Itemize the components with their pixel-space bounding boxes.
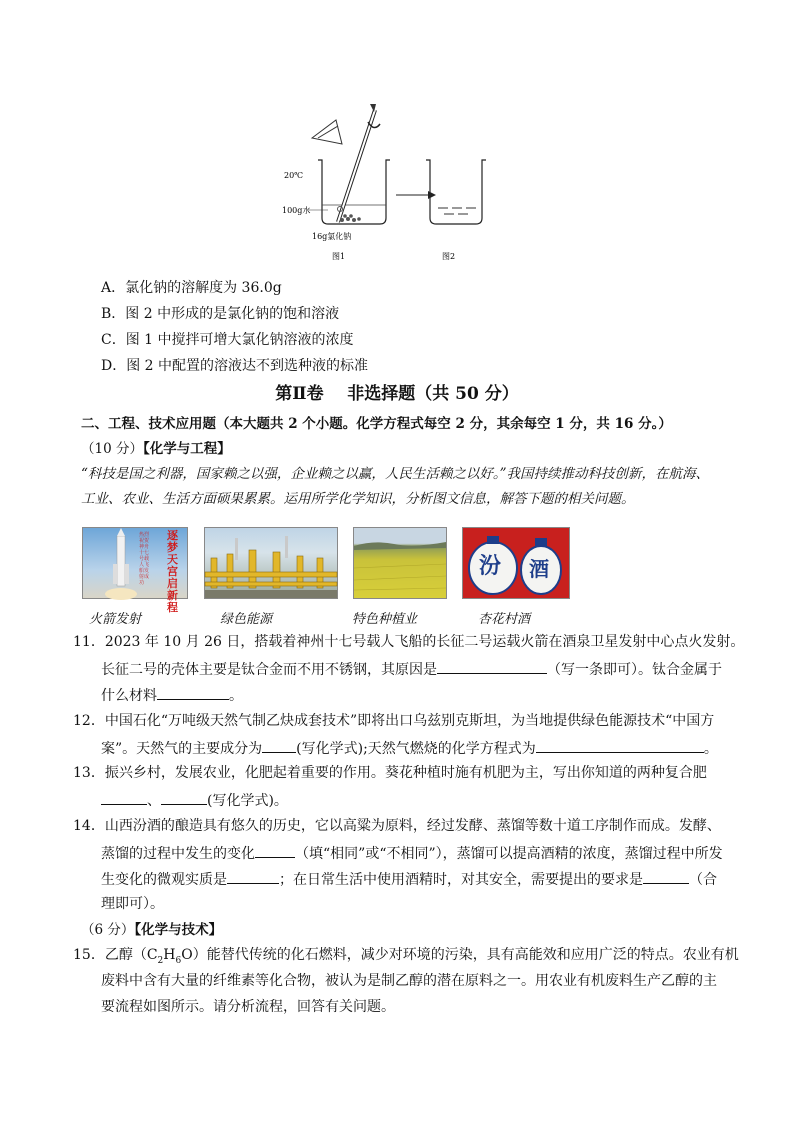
q13-blank-2[interactable] — [161, 789, 207, 805]
part2-heading: 二、工程、技术应用题（本大题共 2 个小题。化学方程式每空 2 分，其余每空 1 分，共 16 分。） — [81, 416, 672, 432]
beaker-2 — [426, 160, 486, 224]
section-title: 第Ⅱ卷 非选择题（共 50 分） — [275, 384, 519, 404]
q14-blank-3[interactable] — [643, 868, 689, 884]
q12-line-1: 12．中国石化“万吨级天然气制乙炔成套技术”即将出口乌兹别克斯坦，为当地提供绿色能源技术“中国方 — [73, 713, 715, 729]
salt-label: 16g氯化钠 — [312, 232, 352, 241]
q11-blank-2[interactable] — [157, 684, 229, 700]
sub2-tag: 【化学与技术】 — [134, 922, 223, 938]
caption-energy: 绿色能源 — [220, 612, 273, 627]
caption-wine: 杏花村酒 — [478, 612, 531, 627]
q11-blank-1[interactable] — [437, 658, 547, 674]
q15-line-3: 要流程如图所示。请分析流程，回答有关问题。 — [101, 999, 395, 1015]
jar-char-2: 酒 — [529, 557, 549, 581]
q14-line-3: 生变化的微观实质是 ；在日常生活中使用酒精时，对其安全，需要提出的要求是 （合 — [101, 868, 717, 890]
q14-blank-1[interactable] — [255, 842, 295, 858]
jar-char-1: 汾 — [479, 554, 502, 579]
q12-blank-2[interactable] — [536, 737, 704, 753]
q14-blank-2[interactable] — [227, 868, 279, 884]
option-a: A．氯化钠的溶解度为 36.0g — [101, 280, 282, 296]
rocket-banner-text: 逐梦天宫启新程 — [167, 529, 178, 614]
water-label: 100g水 — [282, 206, 311, 215]
option-c: C．图 1 中搅拌可增大氯化钠溶液的浓度 — [101, 332, 354, 348]
q12-number: 12． — [73, 713, 105, 729]
q14-line-2: 蒸馏的过程中发生的变化 （填“相同”或“不相同”），蒸馏可以提高酒精的浓度，蒸馏过程中所发 — [101, 842, 723, 864]
option-b: B．图 2 中形成的是氯化钠的饱和溶液 — [101, 306, 340, 322]
q15-number: 15． — [73, 947, 105, 963]
sub1-header — [81, 439, 231, 459]
q15-line-1: 15．乙醇$(C_2H_6O)$能替代传统的化石燃料，减少对环境的污染，具有高能效和应用广泛的特点。农业有机 — [73, 947, 739, 966]
sub1-points: （10 分） — [81, 441, 143, 457]
fig1-label: 图1 — [332, 252, 346, 261]
farmland-image — [353, 527, 447, 599]
option-d: D．图 2 中配置的溶液达不到选种液的标准 — [101, 358, 369, 374]
q11-number: 11． — [73, 634, 105, 650]
funnel-icon — [312, 120, 342, 144]
sub2-points: （6 分） — [81, 922, 135, 938]
q11-line-1: 11．2023 年 10 月 26 日，搭载着神州十七号载人飞船的长征二号运载火箭在酒泉卫星发射中心点火发射。 — [73, 634, 745, 650]
q15-line-2: 废料中含有大量的纤维素等化合物，被认为是制乙醇的潜在原料之一。用农业有机废料生产乙醇的主 — [101, 973, 717, 989]
fig2-label: 图2 — [442, 252, 456, 261]
beaker-figure — [270, 100, 500, 265]
q13-blank-1[interactable] — [101, 789, 147, 805]
temp-label: 20℃ — [284, 171, 304, 180]
q13-line-1: 13．振兴乡村，发展农业，化肥起着重要的作用。葵花种植时施有机肥为主，写出你知道的两种复合肥 — [73, 765, 707, 781]
q13-number: 13． — [73, 765, 105, 781]
q11-line-2: 长征二号的壳体主要是钛合金而不用不锈钢，其原因是 （写一条即可）。钛合金属于 — [101, 658, 722, 680]
intro-line-1: “科技是国之利器，国家赖之以强，企业赖之以赢，人民生活赖之以好。”我国持续推动科技创新，在航海、 — [81, 466, 710, 482]
q12-line-2: 案”。天然气的主要成分为 (写化学式);天然气燃烧的化学方程式为 。 — [101, 737, 718, 759]
arrow-icon — [428, 191, 436, 199]
q14-line-4: 理即可）。 — [101, 896, 164, 912]
intro-line-2: 工业、农业、生活方面硕果累累。运用所学化学知识，分析图文信息，解答下题的相关问题。 — [81, 491, 635, 507]
q14-line-1: 14．山西汾酒的酿造具有悠久的历史，它以高粱为原料，经过发酵、蒸馏等数十道工序制作而成。发酵、 — [73, 818, 721, 834]
q14-number: 14． — [73, 818, 105, 834]
fenjiu-bottles-image — [462, 527, 570, 599]
q12-blank-1[interactable] — [262, 737, 296, 753]
caption-farming: 特色种植业 — [352, 612, 418, 627]
q13-line-2: 、 (写化学式)。 — [101, 789, 288, 811]
rocket-launch-image — [82, 527, 188, 614]
sub2-header — [81, 920, 222, 940]
q11-line-3: 什么材料 。 — [101, 684, 243, 706]
caption-rocket: 火箭发射 — [89, 612, 142, 627]
green-energy-image — [204, 527, 338, 599]
rocket-side-text: 热烈祝贺神舟十七号载人飞船发射成功 — [139, 532, 150, 586]
sub1-tag: 【化学与工程】 — [142, 441, 231, 457]
